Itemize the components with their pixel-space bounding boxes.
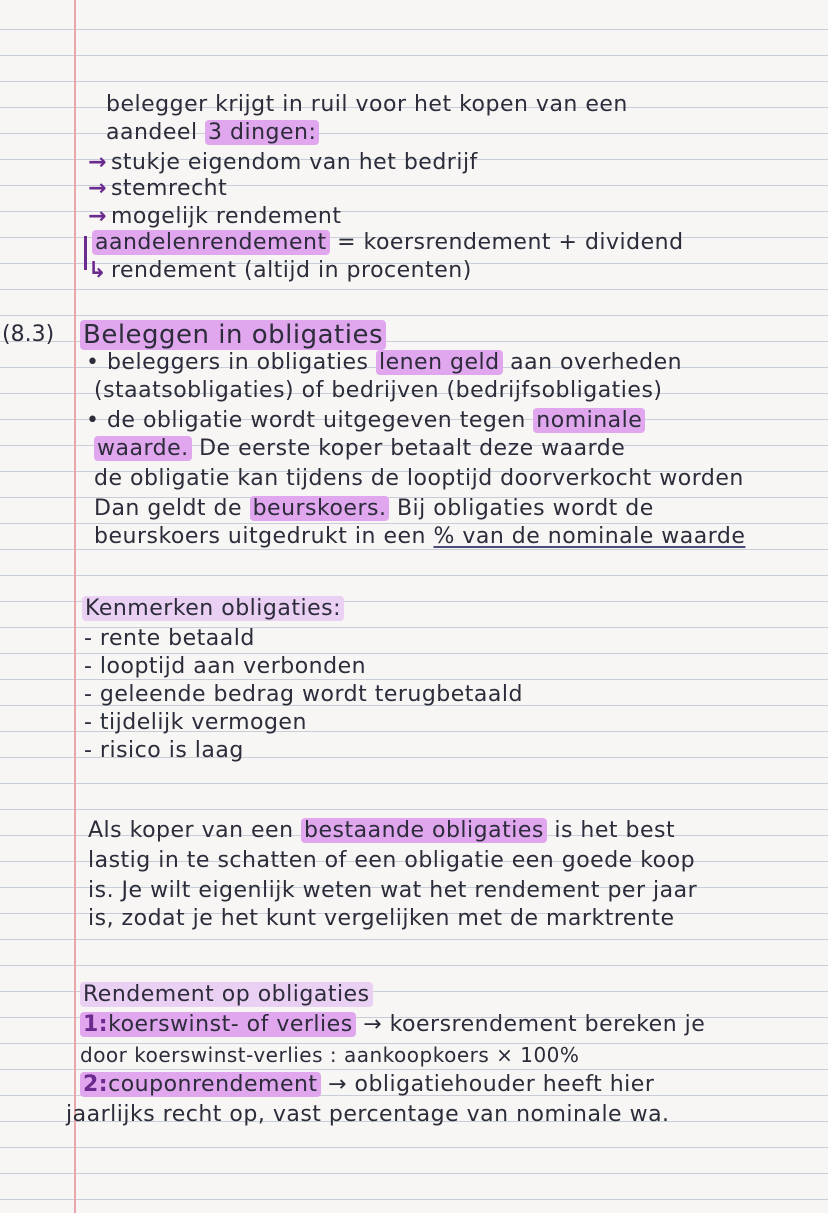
para1-line-2: (staatsobligaties) of bedrijven (bedrijfsobligaties) (94, 378, 663, 403)
intro-line-2 (106, 120, 319, 146)
para1-l6-pre: Dan geldt de (94, 496, 250, 521)
intro-line-1: belegger krijgt in ruil voor het kopen van een (106, 92, 628, 117)
corner-arrow-icon: ↳ (88, 258, 107, 283)
para1-line-6 (94, 496, 654, 522)
para1-l3-pre: • de obligatie wordt uitgegeven tegen (86, 408, 534, 433)
para2-line-2: lastig in te schatten of een obligatie een goede koop (88, 848, 696, 873)
kenmerken-title-line (82, 596, 344, 622)
highlight-nominale: nominale (533, 408, 645, 433)
formula-rest: = koersrendement + dividend (329, 230, 684, 255)
highlight-koerswinst: koerswinst- of verlies (108, 1012, 353, 1037)
formula-line (92, 230, 684, 256)
margin-line (74, 0, 76, 1213)
bracket-bar (84, 236, 87, 270)
section-number: (8.3) (2, 322, 55, 347)
rendement-line-2: door koerswinst-verlies : aankoopkoers × 100% (80, 1043, 580, 1067)
para1-l7-pre: beurskoers uitgedrukt in een (94, 524, 434, 549)
kenmerk-item: - geleende bedrag wordt terugbetaald (84, 682, 523, 707)
point-2 (88, 176, 227, 202)
rendement-title: Rendement op obligaties (80, 982, 373, 1007)
highlight-couponrendement: couponrendement (108, 1072, 318, 1097)
para2-l1-pre: Als koper van een (88, 818, 302, 843)
kenmerk-item: - rente betaald (84, 626, 255, 651)
para1-line-4 (94, 436, 625, 462)
arrow-icon: → (88, 176, 107, 201)
point-1 (88, 150, 478, 176)
highlight-lenen-geld: lenen geld (376, 350, 503, 375)
highlight-aandelenrendement: aandelenrendement (92, 230, 330, 255)
highlight-beurskoers: beurskoers. (250, 496, 390, 521)
highlight-bestaande-obligaties: bestaande obligaties (301, 818, 547, 843)
highlight-3-dingen: 3 dingen: (205, 120, 319, 145)
rendement-l1-post: → koersrendement bereken je (355, 1012, 706, 1037)
arrow-icon: → (88, 204, 107, 229)
para1-l6-post: Bij obligaties wordt de (389, 496, 654, 521)
para1-l4-post: De eerste koper betaalt deze waarde (191, 436, 626, 461)
point-3 (88, 204, 341, 230)
para2-line-1 (88, 818, 675, 844)
kenmerk-item: - tijdelijk vermogen (84, 710, 307, 735)
kenmerken-title: Kenmerken obligaties: (82, 596, 344, 621)
point-2-text: stemrecht (110, 176, 228, 201)
rendement-line (88, 258, 472, 284)
underline-nominale-waarde: % van de nominale waarde (433, 524, 746, 549)
kenmerk-item: - risico is laag (84, 738, 244, 763)
point-3-text: mogelijk rendement (110, 204, 342, 229)
rendement-l3-post: → obligatiehouder heeft hier (320, 1072, 655, 1097)
number-2: 2: (83, 1072, 109, 1097)
para2-l1-post: is het best (546, 818, 676, 843)
kenmerk-item: - looptijd aan verbonden (84, 654, 367, 679)
para2-line-4: is, zodat je het kunt vergelijken met de marktrente (88, 906, 675, 931)
intro-line-2-text: aandeel (106, 120, 206, 145)
para1-l1-post: aan overheden (502, 350, 683, 375)
highlight-waarde: waarde. (94, 436, 192, 461)
para1-line-3 (86, 408, 645, 434)
section-title-line (80, 322, 386, 350)
rendement-title-line (80, 982, 373, 1008)
para1-l1-pre: • beleggers in obligaties (86, 350, 376, 375)
rendement-line-4: jaarlijks recht op, vast percentage van nominale wa. (66, 1102, 670, 1127)
rendement-text: rendement (altijd in procenten) (110, 258, 472, 283)
arrow-icon: → (88, 150, 107, 175)
para2-line-3: is. Je wilt eigenlijk weten wat het rendement per jaar (88, 878, 698, 903)
para1-line-7 (94, 524, 745, 550)
para1-line-1 (86, 350, 682, 376)
para1-line-5: de obligatie kan tijdens de looptijd doorverkocht worden (94, 466, 744, 491)
section-title: Beleggen in obligaties (80, 320, 386, 350)
number-1: 1: (83, 1012, 109, 1037)
point-1-text: stukje eigendom van het bedrijf (110, 150, 478, 175)
rendement-line-1 (80, 1012, 705, 1038)
rendement-line-3 (80, 1072, 654, 1098)
